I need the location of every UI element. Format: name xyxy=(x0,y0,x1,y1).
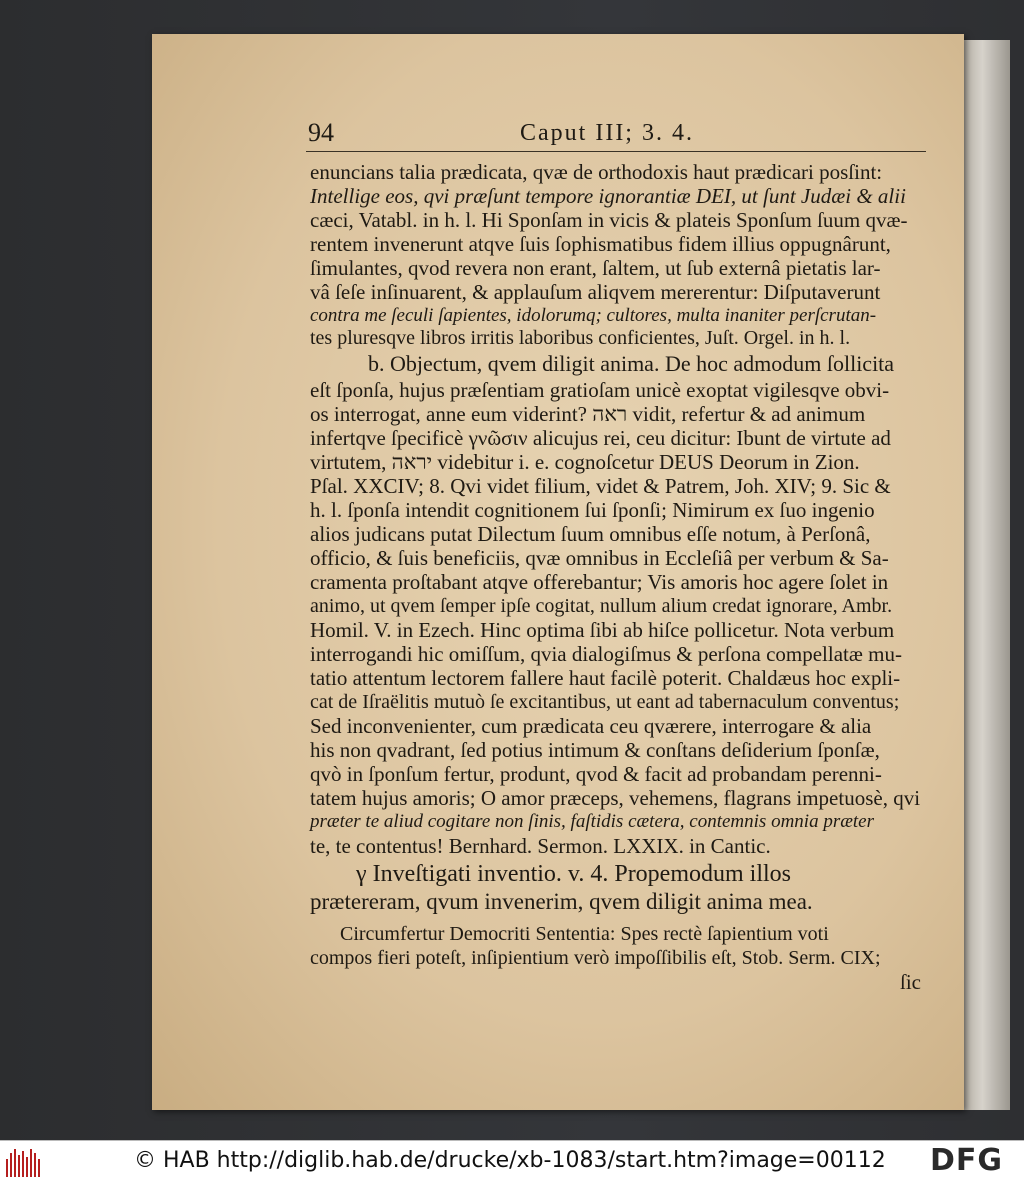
dfg-logo: DFG xyxy=(930,1143,1004,1178)
viewer-footer xyxy=(0,1140,1024,1183)
text-line: virtutem, יראה videbitur i. e. cognoſcetur DEUS Deorum in Zion. xyxy=(310,450,860,474)
text-line: cat de Iſraëlitis mutuò ſe excitantibus, ut eant ad tabernaculum conventus; xyxy=(310,691,900,713)
book-page-edge xyxy=(964,40,1010,1110)
text-line: Intellige eos, qvi præſunt tempore ignorantiæ DEI, ut ſunt Judæi & alii xyxy=(310,184,906,208)
text-line: præter te aliud cogitare non ſinis, faſtidis cætera, contemnis omnia præter xyxy=(310,811,874,832)
copyright-link[interactable]: © HAB http://diglib.hab.de/drucke/xb-1083/start.htm?image=00112 xyxy=(134,1148,886,1173)
text-line: Homil. V. in Ezech. Hinc optima ſibi ab hiſce pollicetur. Nota verbum xyxy=(310,618,895,642)
text-line: vâ ſeſe inſinuarent, & applauſum aliqvem mererentur: Diſputaverunt xyxy=(310,280,881,304)
text-line: infertqve ſpecificè γνῶσιν alicujus rei, ceu dicitur: Ibunt de virtute ad xyxy=(310,426,891,450)
text-line: cramenta proſtabant atqve offerebantur; Vis amoris hoc agere ſolet in xyxy=(310,570,889,594)
text-line: Sed inconvenienter, cum prædicata ceu qværere, interrogare & alia xyxy=(310,714,872,738)
text-line: interrogandi hic omiſſum, qvia dialogiſmus & perſona compellatæ mu- xyxy=(310,642,902,666)
running-head: Caput III; 3. 4. xyxy=(520,120,694,146)
section-heading-gamma: γ Inveſtigati inventio. v. 4. Propemodum illos xyxy=(356,861,792,887)
text-line: Circumfertur Democriti Sententia: Spes rectè ſapientium voti xyxy=(340,923,829,945)
text-line: tatem hujus amoris; O amor præceps, vehemens, flagrans impetuosè, qvi xyxy=(310,786,921,810)
text-line: enuncians talia prædicata, qvæ de orthodoxis haut prædicari posſint: xyxy=(310,160,883,184)
text-line: contra me ſeculi ſapientes, idolorumq; cultores, multa inaniter perſcrutan- xyxy=(310,305,877,326)
hab-logo-icon xyxy=(6,1147,42,1177)
text-line: alios judicans putat Dilectum ſuum omnibus eſſe notum, à Perſonâ, xyxy=(310,522,871,546)
section-heading-gamma-cont: prætereram, qvum invenerim, qvem diligit anima mea. xyxy=(310,889,813,914)
text-line: animo, ut qvem ſemper ipſe cogitat, nullum alium credat ignorare, Ambr. xyxy=(310,595,893,617)
text-line: officio, & ſuis beneficiis, qvæ omnibus in Eccleſiâ per verbum & Sa- xyxy=(310,546,889,570)
catchword: ſic xyxy=(900,970,921,994)
text-line: rentem invenerunt atqve ſuis ſophismatibus fidem illius oppugnârunt, xyxy=(310,232,891,256)
text-line: Pſal. XXCIV; 8. Qvi videt filium, videt & Patrem, Joh. XIV; 9. Sic & xyxy=(310,474,891,498)
text-line: eſt ſponſa, hujus præſentiam gratioſam unicè exoptat vigilesqve obvi- xyxy=(310,378,890,402)
text-line: tes pluresqve libros irritis laboribus conficientes, Juſt. Orgel. in h. l. xyxy=(310,327,851,349)
header-rule xyxy=(306,151,926,152)
text-line: tatio attentum lectorem fallere haut facilè poterit. Chaldæus hoc expli- xyxy=(310,666,901,690)
text-line: h. l. ſponſa intendit cognitionem ſui ſponſi; Nimirum ex ſuo ingenio xyxy=(310,498,875,522)
text-line: te, te contentus! Bernhard. Sermon. LXXIX. in Cantic. xyxy=(310,834,771,858)
page-number: 94 xyxy=(308,118,334,147)
section-heading-b: b. Objectum, qvem diligit anima. De hoc admodum ſollicita xyxy=(368,351,895,376)
text-line: os interrogat, anne eum viderint? ראה vidit, refertur & ad animum xyxy=(310,402,866,426)
text-line: his non qvadrant, ſed potius intimum & conſtans deſiderium ſponſæ, xyxy=(310,738,880,762)
text-line: qvò in ſponſum fertur, produnt, qvod & facit ad probandam perenni- xyxy=(310,762,882,786)
text-line: cæci, Vatabl. in h. l. Hi Sponſam in vicis & plateis Sponſum ſuum qvæ- xyxy=(310,208,908,232)
text-line: compos fieri poteſt, inſipientium verò impoſſibilis eſt, Stob. Serm. CIX; xyxy=(310,947,881,969)
page-header xyxy=(308,118,928,154)
text-line: ſimulantes, qvod revera non erant, ſaltem, ut ſub externâ pietatis lar- xyxy=(310,256,881,280)
